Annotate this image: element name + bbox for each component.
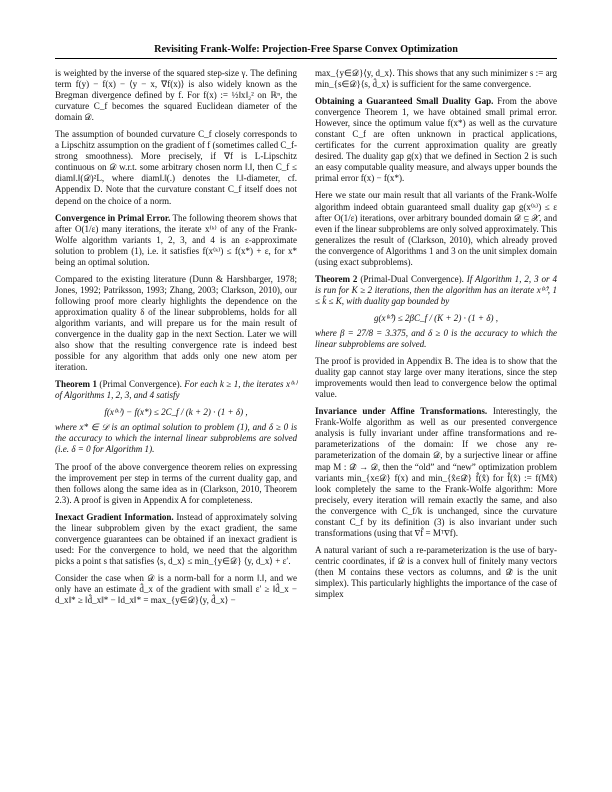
equation: g(x⁽ᵏ̂⁾) ≤ 2βC_f / (K + 2) · (1 + δ) ,	[373, 312, 499, 323]
theorem-body: For each k ≥ 1, the iterates x⁽ᵏ⁾ of Algorithms 1, 2, 3, and 4 satisfy	[55, 379, 297, 401]
theorem-heading: Theorem 2	[315, 273, 358, 284]
section-heading: Convergence in Primal Error.	[55, 212, 171, 223]
section-heading: Inexact Gradient Information.	[55, 511, 174, 522]
paragraph: A natural variant of such a re-parameterization is the use of bary-centric coordinates, if 𝒟 is a convex hull of finitely many vectors (then M contains these vectors as columns, and 𝒟̂ is the unit simplex). This particularly highlights the importance of the case of simplex	[315, 544, 557, 600]
paragraph: Consider the case when 𝒟 is a norm-ball for a norm ‖.‖, and we only have an estimate d̂_x of the gradient with small ε′ ≥ ‖d̂_x − d_x‖* ≥ ‖d̂_x‖* − ‖d_x‖* = max_{y∈𝒟}⟨y, d̂_x⟩ −	[55, 572, 297, 606]
running-title: Revisiting Frank-Wolfe: Projection-Free Sparse Convex Optimization	[154, 44, 458, 55]
left-column	[55, 68, 297, 612]
paragraph: The proof is provided in Appendix B. The idea is to show that the duality gap cannot stay large over many iterations, since the step improvements would then lead to convergence below the optimal value.	[315, 356, 557, 400]
section-body: Interestingly, the Frank-Wolfe algorithm as well as our presented convergence analysis is fully invariant under affine transformations and re-parameterizations of the domain: If we chose any re-parameterization of the domain 𝒟, by a surjective linear or affine map M : 𝒟̂ → 𝒟, then the “old” and “new” optimization problem variants min_{x∈𝒟} f(x) and min_{x̂∈𝒟̂} f̂(x̂) for f̂(x̂) := f(Mx̂) look completely the same to the Frank-Wolfe algorithm: More precisely, every iteration will remain exactly the same, and also the convergence with C_f/k is unchanged, since the curvature constant C_f by its definition (3) is also invariant under such transformations (using that ∇f̂ = Mᵀ∇f).	[315, 406, 557, 538]
paragraph: The assumption of bounded curvature C_f closely corresponds to a Lipschitz assumption on the gradient of f (sometimes called C_f-strong smoothness). More precisely, if ∇f is L-Lipschitz continuous on 𝒟 w.r.t. some arbitrary chosen norm ‖.‖, then C_f ≤ diam‖.‖(𝒟)²L, where diam‖.‖(.) denotes the ‖.‖-diameter, cf. Appendix D. Note that the curvature constant C_f itself does not depend on the choice of a norm.	[55, 129, 297, 206]
section-body: The following theorem shows that after O(1/ε) many iterations, the iterate x⁽ᵏ⁾ of any of the Frank-Wolfe algorithm variants 1, 2, 3, and 4 is an ε-approximate solution to problem (1), i.e. it satisfies f(x⁽ᵏ⁾) ≤ f(x*) + ε, for x* being an optimal solution.	[55, 212, 297, 267]
paragraph: Here we state our main result that all variants of the Frank-Wolfe algorithm indeed obtain guaranteed small duality gap g(x⁽ᵏ⁾) ≤ ε after O(1/ε) iterations, over arbitrary bounded domain 𝒟 ⊆ 𝒳, and even if the linear subproblems are only solved approximately. This generalizes the result of (Clarkson, 2010), which already proved the convergence of Algorithms 1 and 3 on the unit simplex domain (using exact subproblems).	[315, 190, 557, 267]
theorem-tail: where x* ∈ 𝒟 is an optimal solution to problem (1), and δ ≥ 0 is the accuracy to which the internal linear subproblems are solved (i.e. δ = 0 for Algorithm 1).	[55, 422, 297, 455]
section-paragraph	[55, 213, 297, 268]
right-column	[315, 68, 557, 606]
theorem-tail: where β = 27/8 = 3.375, and δ ≥ 0 is the accuracy to which the linear subproblems are solved.	[315, 327, 557, 350]
theorem	[55, 379, 297, 401]
paragraph: is weighted by the inverse of the squared step-size γ. The defining term f(y) − f(x) − ⟨y − x, ∇f(x)⟩ is also widely known as the Bregman divergence defined by f. For f(x) := ½‖x‖₂² on ℝⁿ, the curvature C_f becomes the squared Euclidean diameter of the domain 𝒟.	[55, 68, 297, 123]
paragraph: max_{y∈𝒟}⟨y, d_x⟩. This shows that any such minimizer s := arg min_{s∈𝒟}⟨s, d̂_x⟩ is sufficient for the same convergence.	[315, 68, 557, 90]
section-heading: Obtaining a Guaranteed Small Duality Gap.	[315, 96, 494, 107]
section-body: Instead of approximately solving the linear subproblem given by the exact gradient, the same convergence guarantees can be obtained if an inexact gradient is used: For the convergence to hold, we need that the algorithm picks a point s that satisfies ⟨s, d_x⟩ ≤ min_{y∈𝒟} ⟨y, d_x⟩ + ε′.	[55, 511, 297, 566]
theorem-body: If Algorithm 1, 2, 3 or 4 is run for K ≥ 2 iterations, then the algorithm has an iterate x⁽ᵏ̂⁾, 1 ≤ k̂ ≤ K, with duality gap bounded by	[315, 273, 557, 306]
paragraph: Compared to the existing literature (Dunn & Harshbarger, 1978; Jones, 1992; Patriksson, 1993; Zhang, 2003; Clarkson, 2010), our following proof more clearly highlights the dependence on the approximation quality δ of the linear subproblems, holds for all algorithm variants, and will prepare us for the main result of convergence in the duality gap in the next Section. Later we will also show that the resulting convergence rate is indeed best possible for any algorithm that adds only one new atom per iteration.	[55, 273, 297, 373]
theorem	[315, 274, 557, 307]
section-body: From the above convergence Theorem 1, we have obtained small primal error. However, since the optimum value f(x*) as well as the curvature constant C_f are often unknown in practical applications, certificates for the current approximation quality are greatly desired. The duality gap g(x) that we defined in Section 2 is such an easy computable quality measure, and always upper bounds the primal error f(x) − f(x*).	[315, 96, 557, 184]
header-rule	[55, 58, 557, 59]
theorem-name: (Primal Convergence).	[96, 379, 185, 390]
theorem-heading: Theorem 1	[55, 379, 97, 390]
section-paragraph	[315, 406, 557, 539]
section-paragraph	[315, 96, 557, 184]
section-heading: Invariance under Affine Transformations.	[315, 406, 488, 417]
section-paragraph	[55, 512, 297, 567]
theorem-name: (Primal-Dual Convergence).	[357, 273, 467, 284]
paragraph: The proof of the above convergence theorem relies on expressing the improvement per step in terms of the current duality gap, and then follows along the same idea as in (Clarkson, 2010, Theorem 2.3). A proof is given in Appendix A for completeness.	[55, 461, 297, 505]
equation: f(x⁽ᵏ⁾) − f(x*) ≤ 2C_f / (k + 2) · (1 + δ) ,	[104, 407, 248, 418]
